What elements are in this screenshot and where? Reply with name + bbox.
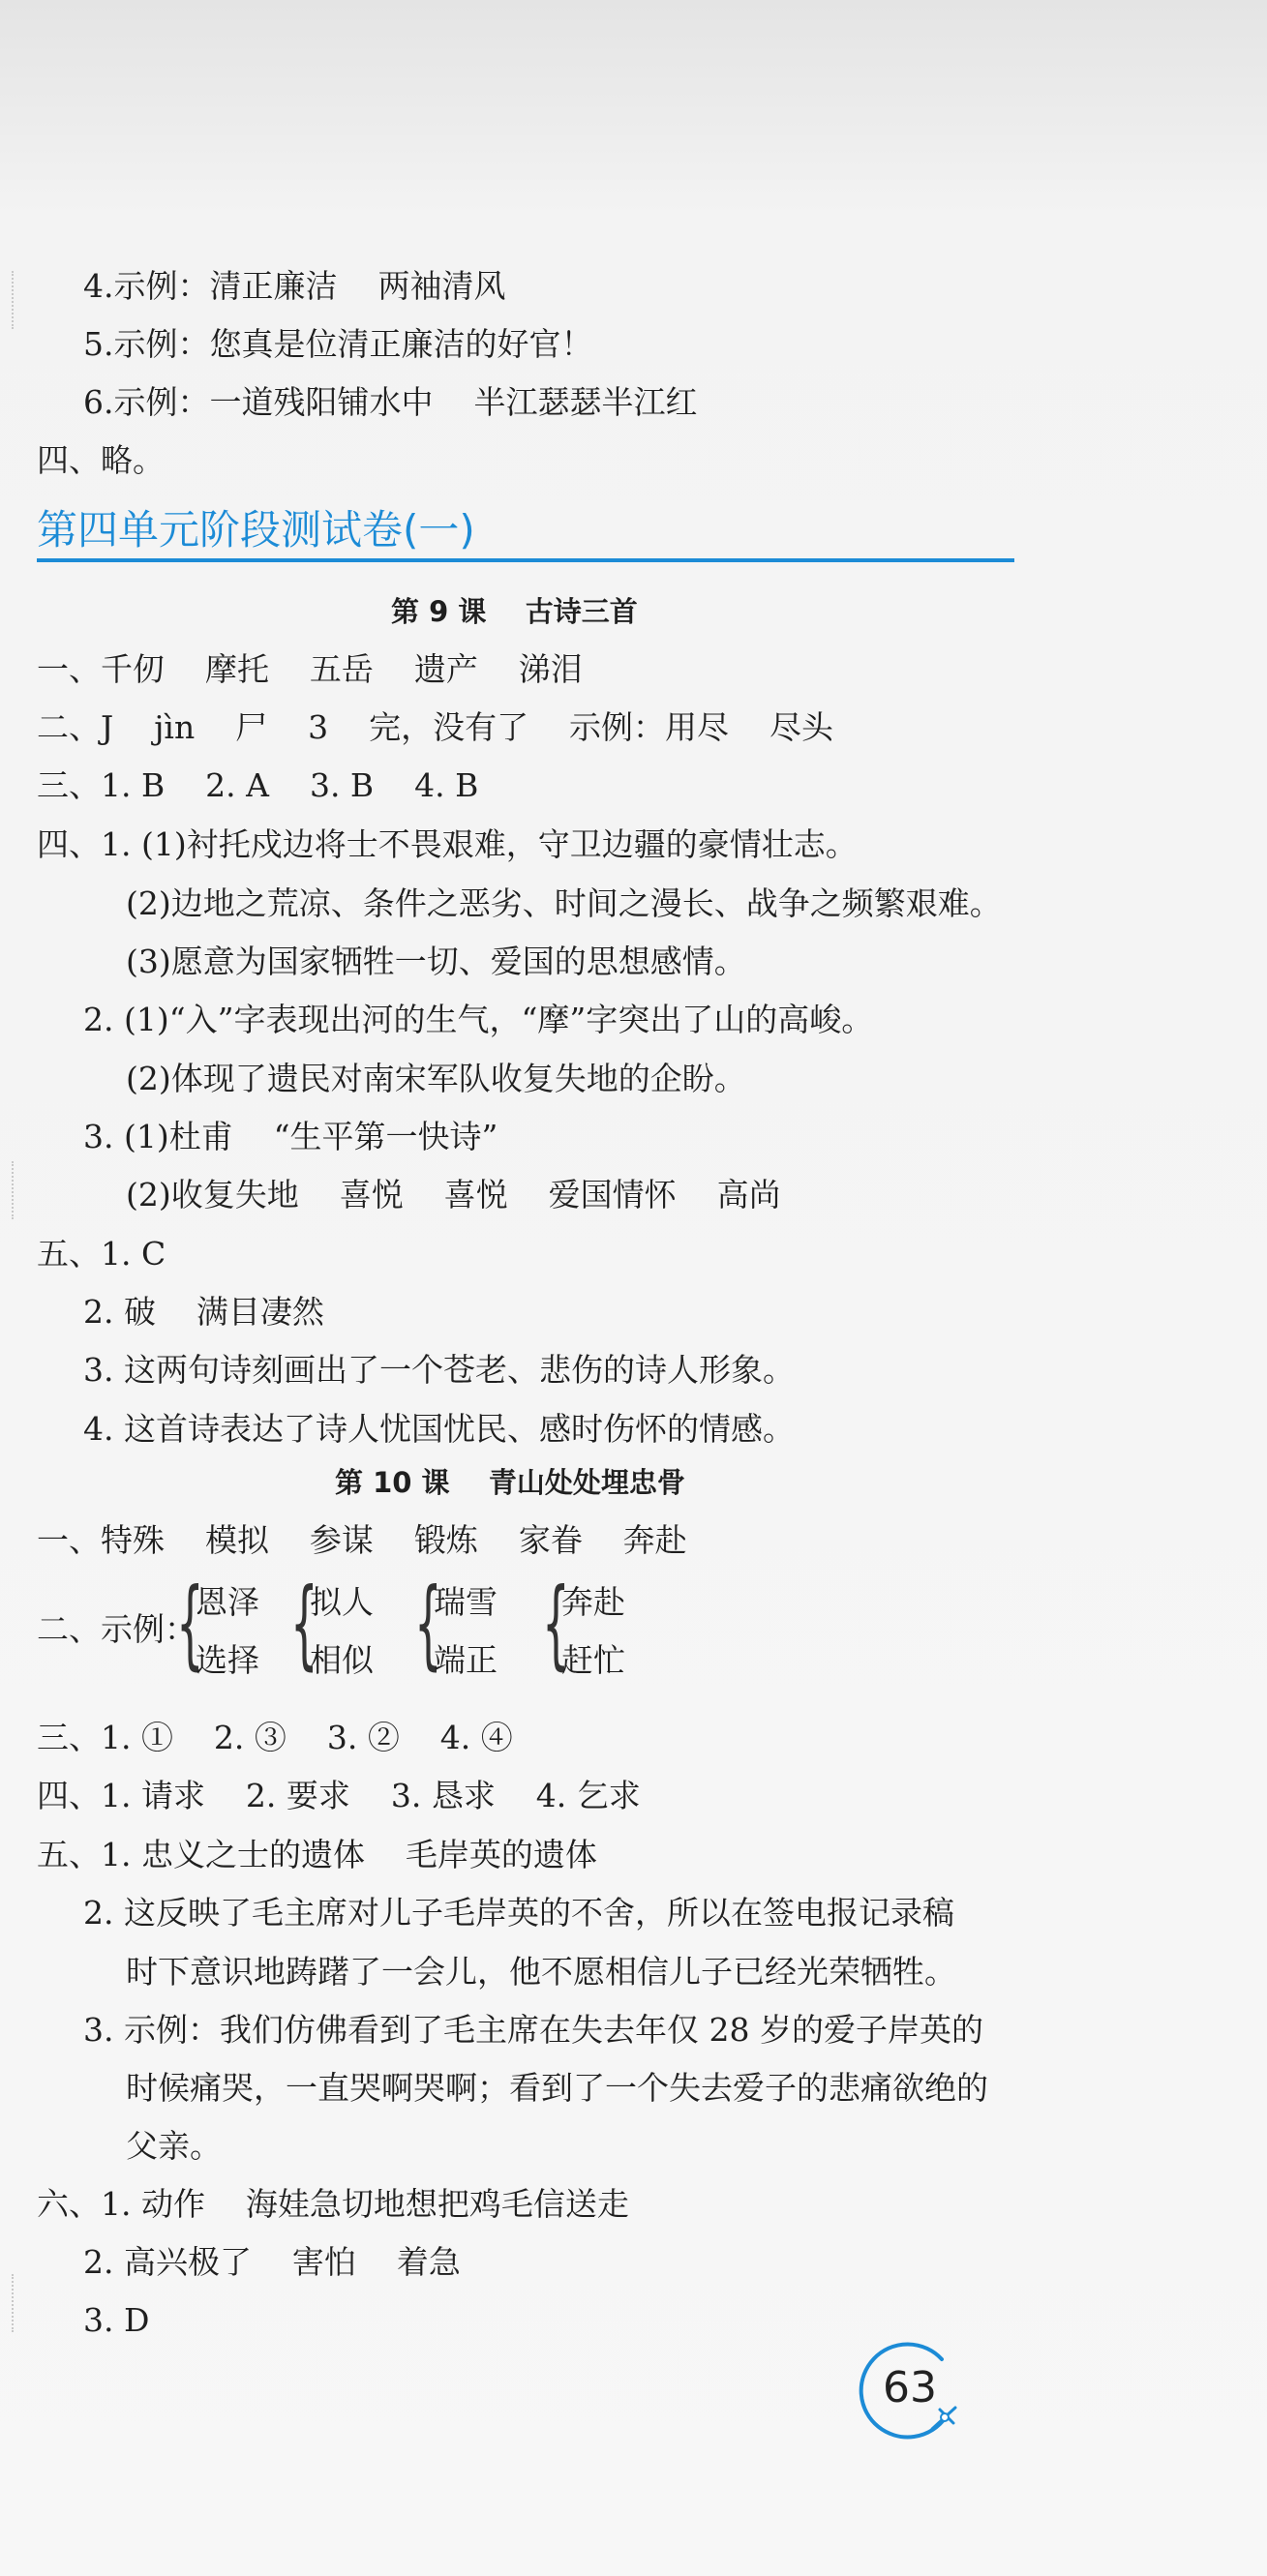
word-pair-bottom: 端正 [434, 1641, 498, 1679]
answer-line: 四、1. 请求 2. 要求 3. 恳求 4. 乞求 [37, 1777, 641, 1814]
page-number: 63 [883, 2363, 937, 2412]
answer-line: 六、1. 动作 海娃急切地想把鸡毛信送走 [37, 2185, 629, 2223]
answer-line: (2)收复失地 喜悦 喜悦 爱国情怀 高尚 [126, 1176, 781, 1213]
answer-line: 五、1. 忠义之士的遗体 毛岸英的遗体 [37, 1836, 597, 1873]
answer-line: 一、特殊 模拟 参谋 锻炼 家眷 奔赴 [37, 1521, 687, 1559]
brace-icon: { [414, 1567, 442, 1680]
answer-line: 三、1. B 2. A 3. B 4. B [37, 766, 479, 804]
answer-line: 6.示例：一道残阳铺水中 半江瑟瑟半江红 [83, 383, 698, 421]
answer-line: 4. 这首诗表达了诗人忧国忧民、感时伤怀的情感。 [83, 1410, 795, 1448]
answer-line: 五、1. C [37, 1235, 166, 1273]
answer-line: 三、1. ① 2. ③ 3. ② 4. ④ [37, 1719, 513, 1756]
brace-icon: { [542, 1567, 570, 1680]
margin-dots [12, 271, 16, 329]
brace-icon: { [290, 1567, 318, 1680]
section-title: 第四单元阶段测试卷(一) [37, 506, 475, 554]
answer-line: 3. 这两句诗刻画出了一个苍老、悲伤的诗人形象。 [83, 1351, 795, 1389]
section-divider [37, 558, 1014, 562]
answer-line: (3)愿意为国家牺牲一切、爱国的思想感情。 [126, 943, 746, 980]
answer-line: 3. D [83, 2301, 150, 2339]
answer-line: 一、千仞 摩托 五岳 遗产 涕泪 [37, 650, 583, 688]
answer-line: 5.示例：您真是位清正廉洁的好官！ [83, 325, 593, 363]
word-pair-top: 拟人 [310, 1583, 374, 1621]
answer-line: (2)体现了遗民对南宋军队收复失地的企盼。 [126, 1060, 746, 1097]
answer-line: 4.示例：清正廉洁 两袖清风 [83, 267, 506, 305]
margin-dots [12, 2274, 16, 2332]
answer-line: (2)边地之荒凉、条件之恶劣、时间之漫长、战争之频繁艰难。 [126, 884, 1002, 922]
lesson-heading: 第 10 课 青山处处埋忠骨 [335, 1466, 685, 1499]
answer-line: 3. (1)杜甫 “生平第一快诗” [83, 1118, 498, 1155]
answer-line: 四、略。 [37, 441, 165, 479]
answer-line: 2. 这反映了毛主席对儿子毛岸英的不舍，所以在签电报记录稿 [83, 1894, 954, 1932]
answer-line: 2. (1)“入”字表现出河的生气，“摩”字突出了山的高峻。 [83, 1001, 874, 1038]
word-pair-bottom: 相似 [310, 1641, 374, 1679]
word-pair-bottom: 选择 [196, 1641, 259, 1679]
answer-line: 四、1. (1)衬托戍边将士不畏艰难，守卫边疆的豪情壮志。 [37, 825, 858, 863]
answer-line: 时下意识地踌躇了一会儿，他不愿相信儿子已经光荣牺牲。 [126, 1953, 956, 1991]
answer-line: 父亲。 [126, 2127, 222, 2165]
word-pair-top: 瑞雪 [434, 1583, 498, 1621]
margin-dots [12, 1161, 16, 1219]
answer-line: 二、示例： [37, 1610, 196, 1648]
word-pair-bottom: 赶忙 [561, 1641, 625, 1679]
word-pair-top: 恩泽 [196, 1583, 259, 1621]
lesson-heading: 第 9 课 古诗三首 [391, 595, 638, 628]
answer-line: 2. 高兴极了 害怕 着急 [83, 2243, 461, 2281]
answer-line: 时候痛哭，一直哭啊哭啊；看到了一个失去爱子的悲痛欲绝的 [126, 2069, 988, 2107]
answer-line: 3. 示例：我们仿佛看到了毛主席在失去年仅 28 岁的爱子岸英的 [83, 2011, 983, 2049]
answer-line: 2. 破 满目凄然 [83, 1293, 324, 1331]
answer-line: 二、J jìn 尸 3 完，没有了 示例：用尽 尽头 [37, 708, 834, 746]
brace-icon: { [176, 1567, 204, 1680]
word-pair-top: 奔赴 [561, 1583, 625, 1621]
